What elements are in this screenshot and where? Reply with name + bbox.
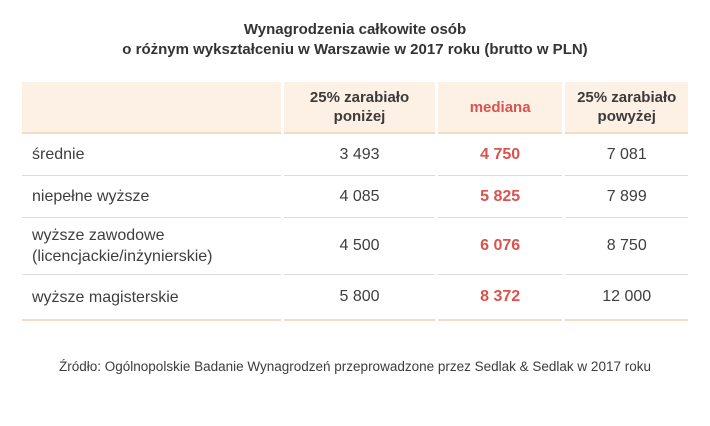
value-median: 6 076 (438, 218, 563, 275)
value-median: 5 825 (438, 176, 563, 218)
value-below: 5 800 (284, 275, 435, 321)
table-header-row (22, 82, 688, 134)
title-line-1: Wynagrodzenia całkowite osób (243, 21, 467, 38)
table-row (22, 134, 688, 176)
value-median: 8 372 (438, 275, 563, 321)
table-row (22, 275, 688, 321)
header-25-above: 25% zarabiało powyżej (565, 82, 688, 134)
value-below: 4 085 (284, 176, 435, 218)
salary-table (19, 82, 691, 321)
value-above: 7 899 (565, 176, 688, 218)
header-25-below: 25% zarabiało poniżej (284, 82, 435, 134)
header-median: mediana (438, 82, 563, 134)
row-label: średnie (22, 134, 281, 176)
table-row (22, 218, 688, 275)
row-label: wyższe zawodowe (licencjackie/inżynierskie) (22, 218, 281, 275)
value-below: 4 500 (284, 218, 435, 275)
table-row (22, 176, 688, 218)
title-line-2: o różnym wykształceniu w Warszawie w 2017 roku (brutto w PLN) (122, 41, 588, 58)
source-note: Źródło: Ogólnopolskie Badanie Wynagrodzeń przeprowadzone przez Sedlak & Sedlak w 2017 roku (59, 359, 651, 374)
row-label: wyższe magisterskie (22, 275, 281, 321)
value-above: 7 081 (565, 134, 688, 176)
value-above: 12 000 (565, 275, 688, 321)
page-title (0, 0, 710, 60)
header-education (22, 82, 281, 134)
value-median: 4 750 (438, 134, 563, 176)
value-above: 8 750 (565, 218, 688, 275)
row-label: niepełne wyższe (22, 176, 281, 218)
value-below: 3 493 (284, 134, 435, 176)
